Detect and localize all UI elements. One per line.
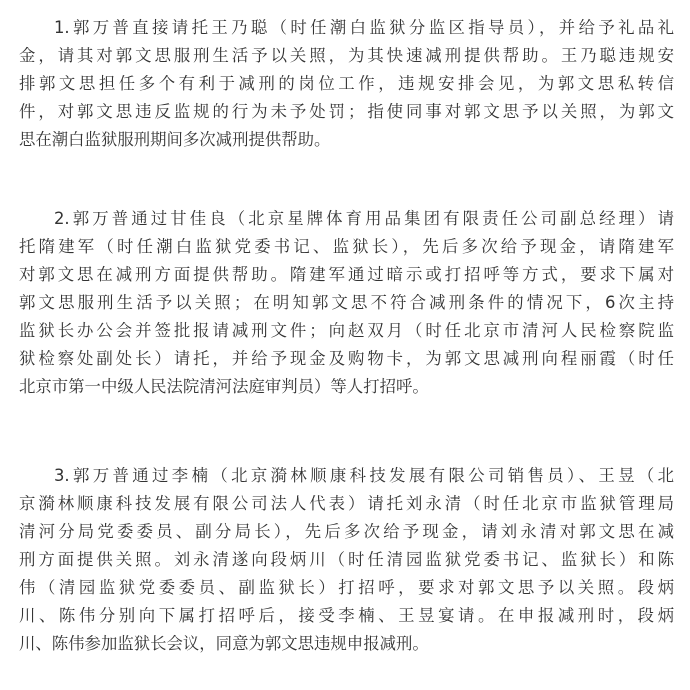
paragraph-line: 排郭文思担任多个有利于减刑的岗位工作，违规安排会见，为郭文思私转信 bbox=[19, 74, 674, 93]
paragraph-line: 3.郭万普通过李楠（北京漪林顺康科技发展有限公司销售员）、王昱（北 bbox=[54, 466, 674, 485]
paragraph-line: 伟（清园监狱党委委员、副监狱长）打招呼，要求对郭文思予以关照。段炳 bbox=[19, 578, 674, 597]
paragraph-1 bbox=[19, 14, 674, 154]
paragraph-line: 思在潮白监狱服刑期间多次减刑提供帮助。 bbox=[19, 130, 331, 149]
paragraph-line: 刑方面提供关照。刘永清遂向段炳川（时任清园监狱党委书记、监狱长）和陈 bbox=[19, 550, 674, 569]
paragraph-line: 托隋建军（时任潮白监狱党委书记、监狱长），先后多次给予现金，请隋建军 bbox=[19, 237, 674, 256]
paragraph-2 bbox=[19, 205, 674, 401]
paragraph-line: 郭文思服刑生活予以关照；在明知郭文思不符合减刑条件的情况下，6次主持 bbox=[19, 293, 674, 312]
paragraph-line: 京漪林顺康科技发展有限公司法人代表）请托刘永清（时任北京市监狱管理局 bbox=[19, 494, 674, 513]
paragraph-line: 1.郭万普直接请托王乃聪（时任潮白监狱分监区指导员），并给予礼品礼 bbox=[54, 18, 674, 37]
paragraph-line: 北京市第一中级人民法院清河法庭审判员）等人打招呼。 bbox=[19, 377, 429, 396]
paragraph-line: 川、陈伟参加监狱长会议，同意为郭文思违规申报减刑。 bbox=[19, 634, 429, 653]
paragraph-3 bbox=[19, 462, 674, 658]
paragraph-line: 监狱长办公会并签批报请减刑文件；向赵双月（时任北京市清河人民检察院监 bbox=[19, 321, 674, 340]
paragraph-line: 对郭文思在减刑方面提供帮助。隋建军通过暗示或打招呼等方式，要求下属对 bbox=[19, 265, 674, 284]
paragraph-line: 清河分局党委委员、副分局长），先后多次给予现金，请刘永清对郭文思在减 bbox=[19, 522, 674, 541]
paragraph-line: 金，请其对郭文思服刑生活予以关照，为其快速减刑提供帮助。王乃聪违规安 bbox=[19, 46, 674, 65]
paragraph-line: 2.郭万普通过甘佳良（北京星牌体育用品集团有限责任公司副总经理）请 bbox=[54, 209, 674, 228]
paragraph-line: 狱检察处副处长）请托，并给予现金及购物卡，为郭文思减刑向程丽霞（时任 bbox=[19, 349, 674, 368]
paragraph-line: 川、陈伟分别向下属打招呼后，接受李楠、王昱宴请。在申报减刑时，段炳 bbox=[19, 606, 674, 625]
paragraph-line: 件，对郭文思违反监规的行为未予处罚；指使同事对郭文思予以关照，为郭文 bbox=[19, 102, 674, 121]
